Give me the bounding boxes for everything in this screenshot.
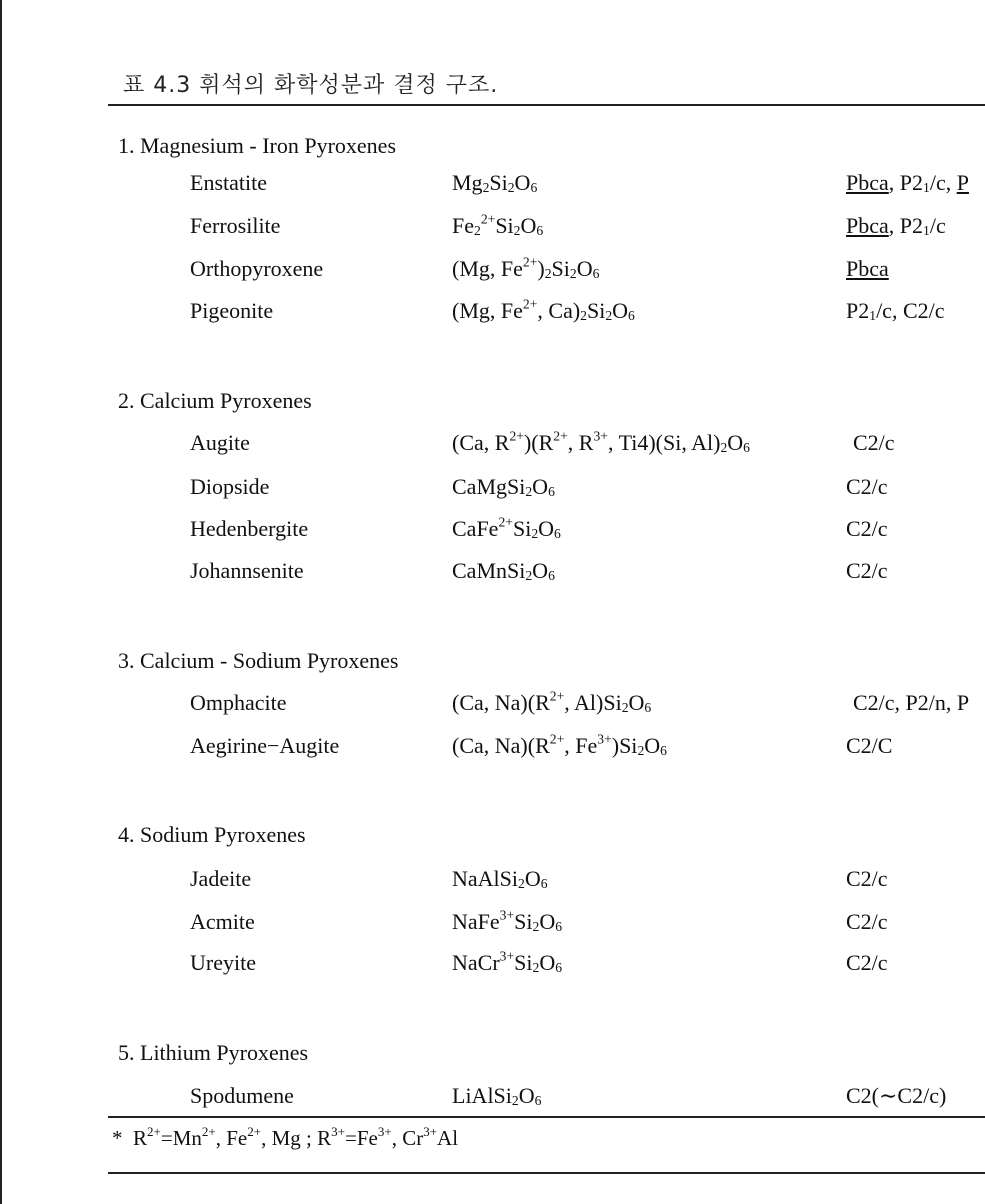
mineral-symmetry: C2/c, P2/n, P: [853, 690, 970, 715]
mineral-symmetry: Pbca, $P2_1/c$, P: [846, 170, 969, 196]
section-title: 1. Magnesium - Iron Pyroxenes: [118, 133, 397, 158]
mineral-formula: $NaAlSi_2O_6$: [452, 866, 548, 892]
mineral-name: Omphacite: [190, 690, 287, 715]
mineral-formula: (Mg, $Fe^{2+}$, $Ca)_2Si_2O_6$: [452, 296, 635, 324]
table-bottom-rule: [108, 1116, 985, 1118]
mineral-name: Pigeonite: [190, 298, 274, 323]
mineral-name: Ferrosilite: [190, 213, 281, 238]
mineral-symmetry: $P2_1/c$, C2/c: [846, 298, 945, 324]
mineral-formula: $NaFe^{3+}Si_2O_6$: [452, 907, 563, 935]
mineral-formula: (Mg, $Fe^{2+})_2Si_2O_6$: [452, 254, 600, 282]
footnote: * $R^{2+}=Mn^{2+}$, $Fe^{2+}$, Mg ; $R^{3+}=Fe^{3+}$, $Cr^{3+}Al$: [112, 1123, 459, 1150]
mineral-symmetry: Pbca, $P2_1/c$: [846, 213, 946, 239]
footnote-rule: [108, 1172, 985, 1174]
mineral-symmetry: C2/c: [846, 950, 888, 975]
mineral-formula: $LiAlSi_2O_6$: [452, 1083, 542, 1109]
page-left-border: [0, 0, 2, 1204]
mineral-name: Aegirine−Augite: [190, 733, 340, 758]
mineral-formula: $CaFe^{2+}Si_2O_6$: [452, 514, 561, 542]
table-caption: 표 4.3 휘석의 화학성분과 결정 구조.: [123, 73, 499, 98]
mineral-formula: $Mg_2Si_2O_6$: [452, 170, 538, 196]
mineral-symmetry: C2/c: [853, 430, 895, 455]
mineral-name: Acmite: [190, 909, 255, 934]
mineral-formula: $CaMgSi_2O_6$: [452, 474, 555, 500]
mineral-formula: (Ca, $R^{2+})(R^{2+}$, $R^{3+}$, Ti4)(Si, $Al)_2O_6$: [452, 428, 750, 456]
mineral-name: Diopside: [190, 474, 270, 499]
mineral-name: Augite: [190, 430, 250, 455]
mineral-symmetry: C2/c: [846, 516, 888, 541]
section-title: 4. Sodium Pyroxenes: [118, 822, 306, 847]
mineral-formula: $Fe_2^{2+}Si_2O_6$: [452, 211, 544, 239]
mineral-symmetry: C2/c: [846, 909, 888, 934]
mineral-name: Hedenbergite: [190, 516, 309, 541]
mineral-name: Johannsenite: [190, 558, 304, 583]
mineral-formula: $CaMnSi_2O_6$: [452, 558, 555, 584]
section-title: 2. Calcium Pyroxenes: [118, 388, 312, 413]
mineral-formula: (Ca, $Na)(R^{2+}$, $Fe^{3+})Si_2O_6$: [452, 731, 667, 759]
mineral-formula: (Ca, $Na)(R^{2+}$, $Al)Si_2O_6$: [452, 688, 652, 716]
mineral-formula: $NaCr^{3+}Si_2O_6$: [452, 948, 563, 976]
mineral-symmetry: C2/c: [846, 474, 888, 499]
mineral-name: Jadeite: [190, 866, 252, 891]
mineral-symmetry: C2/c: [846, 866, 888, 891]
mineral-name: Orthopyroxene: [190, 256, 324, 281]
mineral-symmetry: Pbca: [846, 256, 889, 281]
section-title: 5. Lithium Pyroxenes: [118, 1040, 309, 1065]
section-title: 3. Calcium - Sodium Pyroxenes: [118, 648, 399, 673]
mineral-name: Ureyite: [190, 950, 256, 975]
mineral-symmetry: C2/c: [846, 558, 888, 583]
mineral-name: Enstatite: [190, 170, 267, 195]
mineral-symmetry: C2/C: [846, 733, 893, 758]
mineral-name: Spodumene: [190, 1083, 294, 1108]
top-rule: [108, 104, 985, 106]
mineral-symmetry: C2(∼C2/c): [846, 1083, 947, 1108]
